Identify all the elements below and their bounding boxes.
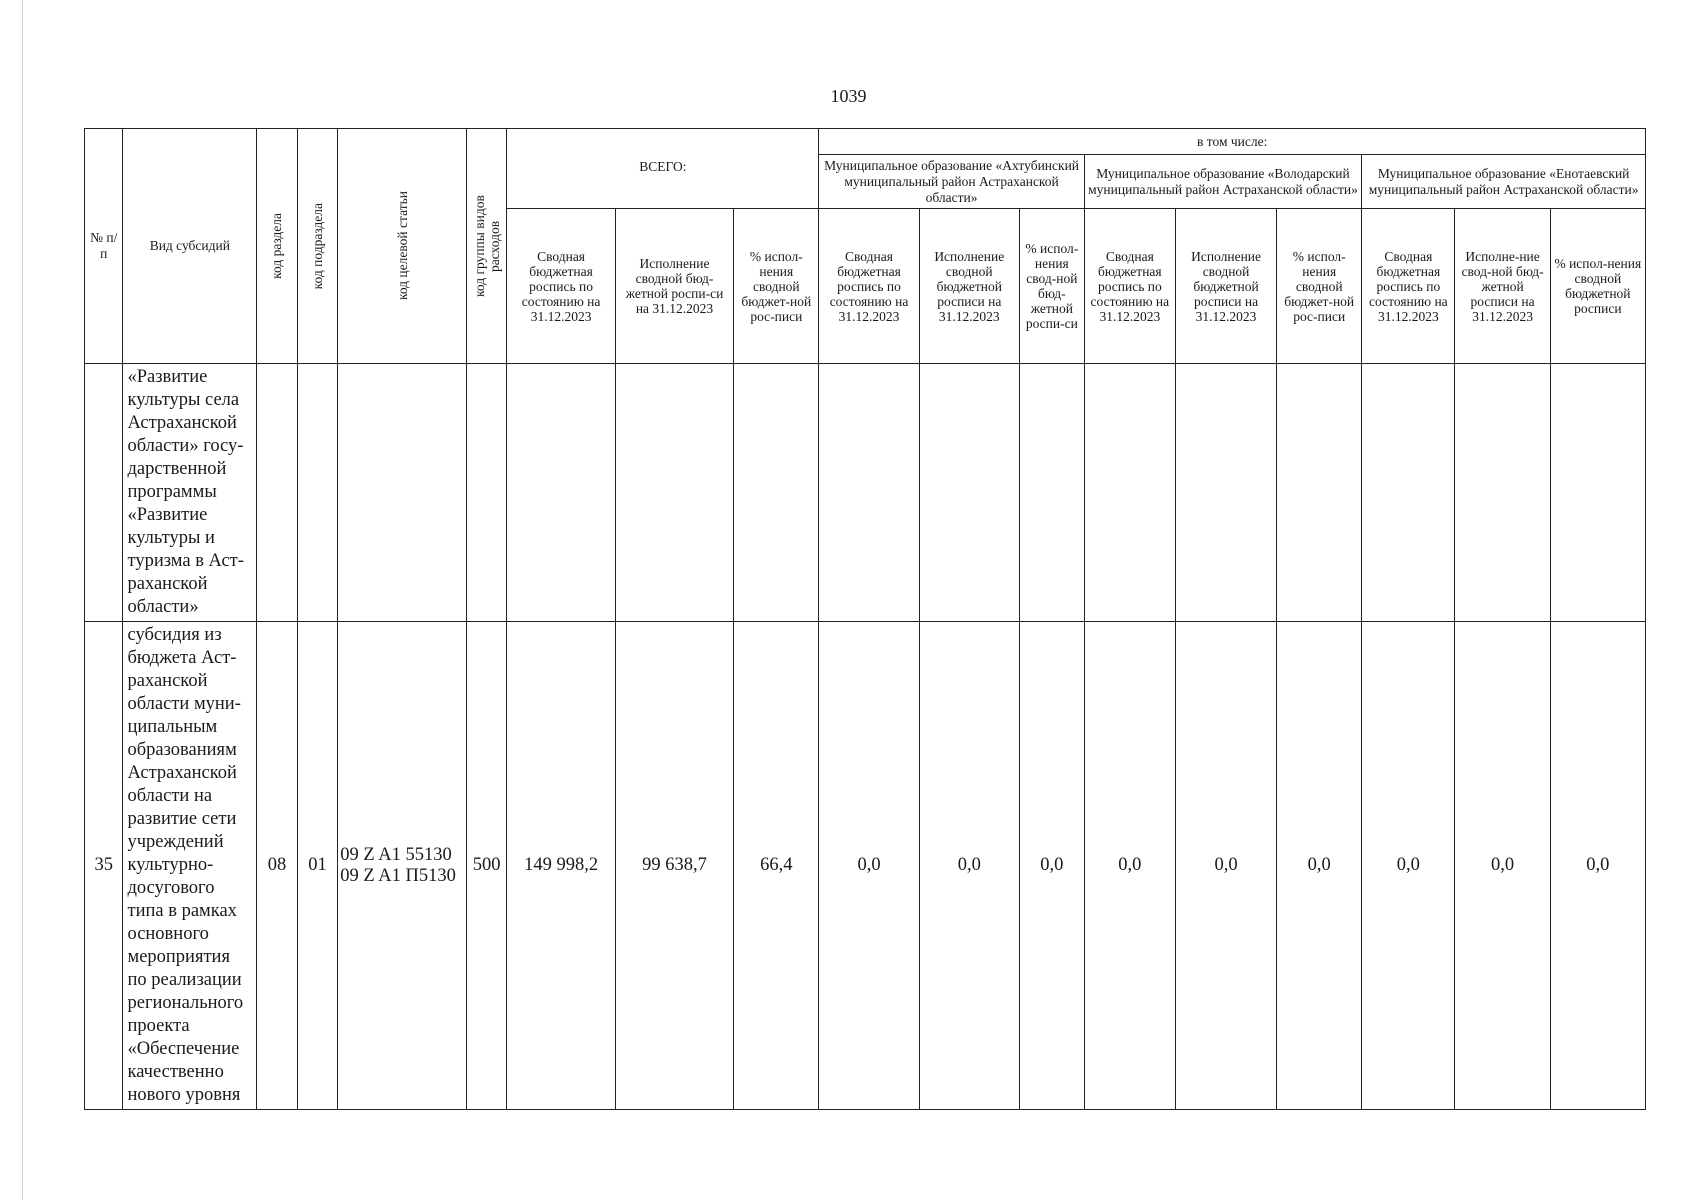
row-gruppa: 500 [466, 622, 507, 1110]
row-value: 0,0 [1550, 622, 1645, 1110]
row-value: 0,0 [919, 622, 1019, 1110]
row-value [1362, 364, 1455, 622]
row-codes [338, 622, 467, 1110]
row-code-2: 09 Z A1 П5130 [340, 865, 456, 886]
header-num: № п/п [85, 129, 123, 364]
header-mo1-percent: % испол-нения свод-ной бюд-жетной роспи-си [1019, 209, 1084, 364]
header-mo3-ispolnenie: Исполне-ние свод-ной бюд-жетной росписи на 31.12.2023 [1455, 209, 1550, 364]
row-value [1550, 364, 1645, 622]
table-row [85, 364, 1646, 622]
row-razdel [257, 364, 298, 622]
row-value: 0,0 [1084, 622, 1175, 1110]
row-value [734, 364, 819, 622]
header-kod-celevoi-stati [338, 129, 467, 364]
row-value [1084, 364, 1175, 622]
page-number: 1039 [830, 86, 867, 106]
row-codes [338, 364, 467, 622]
header-mo-akhtubinsky: Муниципальное образование «Ахтубинский муниципальный район Астраханской области» [819, 155, 1084, 209]
header-kod-gruppy-text: код группы видов расходов [471, 195, 502, 297]
header-mo2-rospis: Сводная бюджетная роспись по состоянию на 31.12.2023 [1084, 209, 1175, 364]
row-value [507, 364, 615, 622]
row-value [1455, 364, 1550, 622]
header-mo2-ispolnenie: Исполнение сводной бюджетной росписи на 31.12.2023 [1175, 209, 1276, 364]
row-value [819, 364, 919, 622]
row-num [85, 364, 123, 622]
row-value [615, 364, 734, 622]
row-value: 0,0 [819, 622, 919, 1110]
row-value: 66,4 [734, 622, 819, 1110]
row-vid-subsidii: «Развитие культуры села Астраханской области» госу-дарственной программы «Развитие культуры и туризма в Аст-раханской области» [123, 364, 257, 622]
row-value [1175, 364, 1276, 622]
header-mo3-rospis: Сводная бюджетная роспись по состоянию на 31.12.2023 [1362, 209, 1455, 364]
row-code-1: 09 Z A1 55130 [340, 844, 452, 865]
header-kod-razdela-text: код раздела [269, 213, 285, 279]
header-kod-razdela [257, 129, 298, 364]
scan-edge-line [22, 0, 23, 1200]
budget-table [84, 128, 1646, 1110]
header-kod-podrazdela [297, 129, 338, 364]
header-vid-subsidii: Вид субсидий [123, 129, 257, 364]
row-num: 35 [85, 622, 123, 1110]
header-mo-enotaevsky: Муниципальное образование «Енотаевский муниципальный район Астраханской области» [1362, 155, 1646, 209]
header-v-tom-chisle: в том числе: [819, 129, 1646, 155]
header-mo1-rospis: Сводная бюджетная роспись по состоянию на 31.12.2023 [819, 209, 919, 364]
header-vsego-rospis: Сводная бюджетная роспись по состоянию на 31.12.2023 [507, 209, 615, 364]
header-vsego-percent: % испол-нения сводной бюджет-ной рос-писи [734, 209, 819, 364]
header-mo-volodarsky: Муниципальное образование «Володарский муниципальный район Астраханской области» [1084, 155, 1362, 209]
header-kod-gruppy [466, 129, 507, 364]
header-vsego-ispolnenie: Исполнение сводной бюд-жетной роспи-си на 31.12.2023 [615, 209, 734, 364]
row-value: 0,0 [1362, 622, 1455, 1110]
header-mo2-percent: % испол-нения сводной бюджет-ной рос-писи [1277, 209, 1362, 364]
row-podrazdel: 01 [297, 622, 338, 1110]
row-value: 0,0 [1175, 622, 1276, 1110]
table-row [85, 622, 1646, 1110]
header-mo3-percent: % испол-нения сводной бюджетной росписи [1550, 209, 1645, 364]
row-gruppa [466, 364, 507, 622]
row-value: 0,0 [1277, 622, 1362, 1110]
row-value: 149 998,2 [507, 622, 615, 1110]
header-kod-celevoi-stati-text: код целевой статьи [394, 191, 410, 301]
row-value [1019, 364, 1084, 622]
row-value: 0,0 [1019, 622, 1084, 1110]
row-razdel: 08 [257, 622, 298, 1110]
row-value [1277, 364, 1362, 622]
header-mo1-ispolnenie: Исполнение сводной бюджетной росписи на 31.12.2023 [919, 209, 1019, 364]
row-podrazdel [297, 364, 338, 622]
header-vsego: ВСЕГО: [507, 129, 819, 209]
header-kod-podrazdela-text: код подраздела [309, 202, 325, 290]
row-vid-subsidii: субсидия из бюджета Аст-раханской области муни-ципальным образованиям Астраханской области на развитие сети учреждений культурно-досугового типа в рамках основного мероприятия по реализации регионального проекта «Обеспечение качественно нового уровня [123, 622, 257, 1110]
row-value: 0,0 [1455, 622, 1550, 1110]
row-value [919, 364, 1019, 622]
row-value: 99 638,7 [615, 622, 734, 1110]
